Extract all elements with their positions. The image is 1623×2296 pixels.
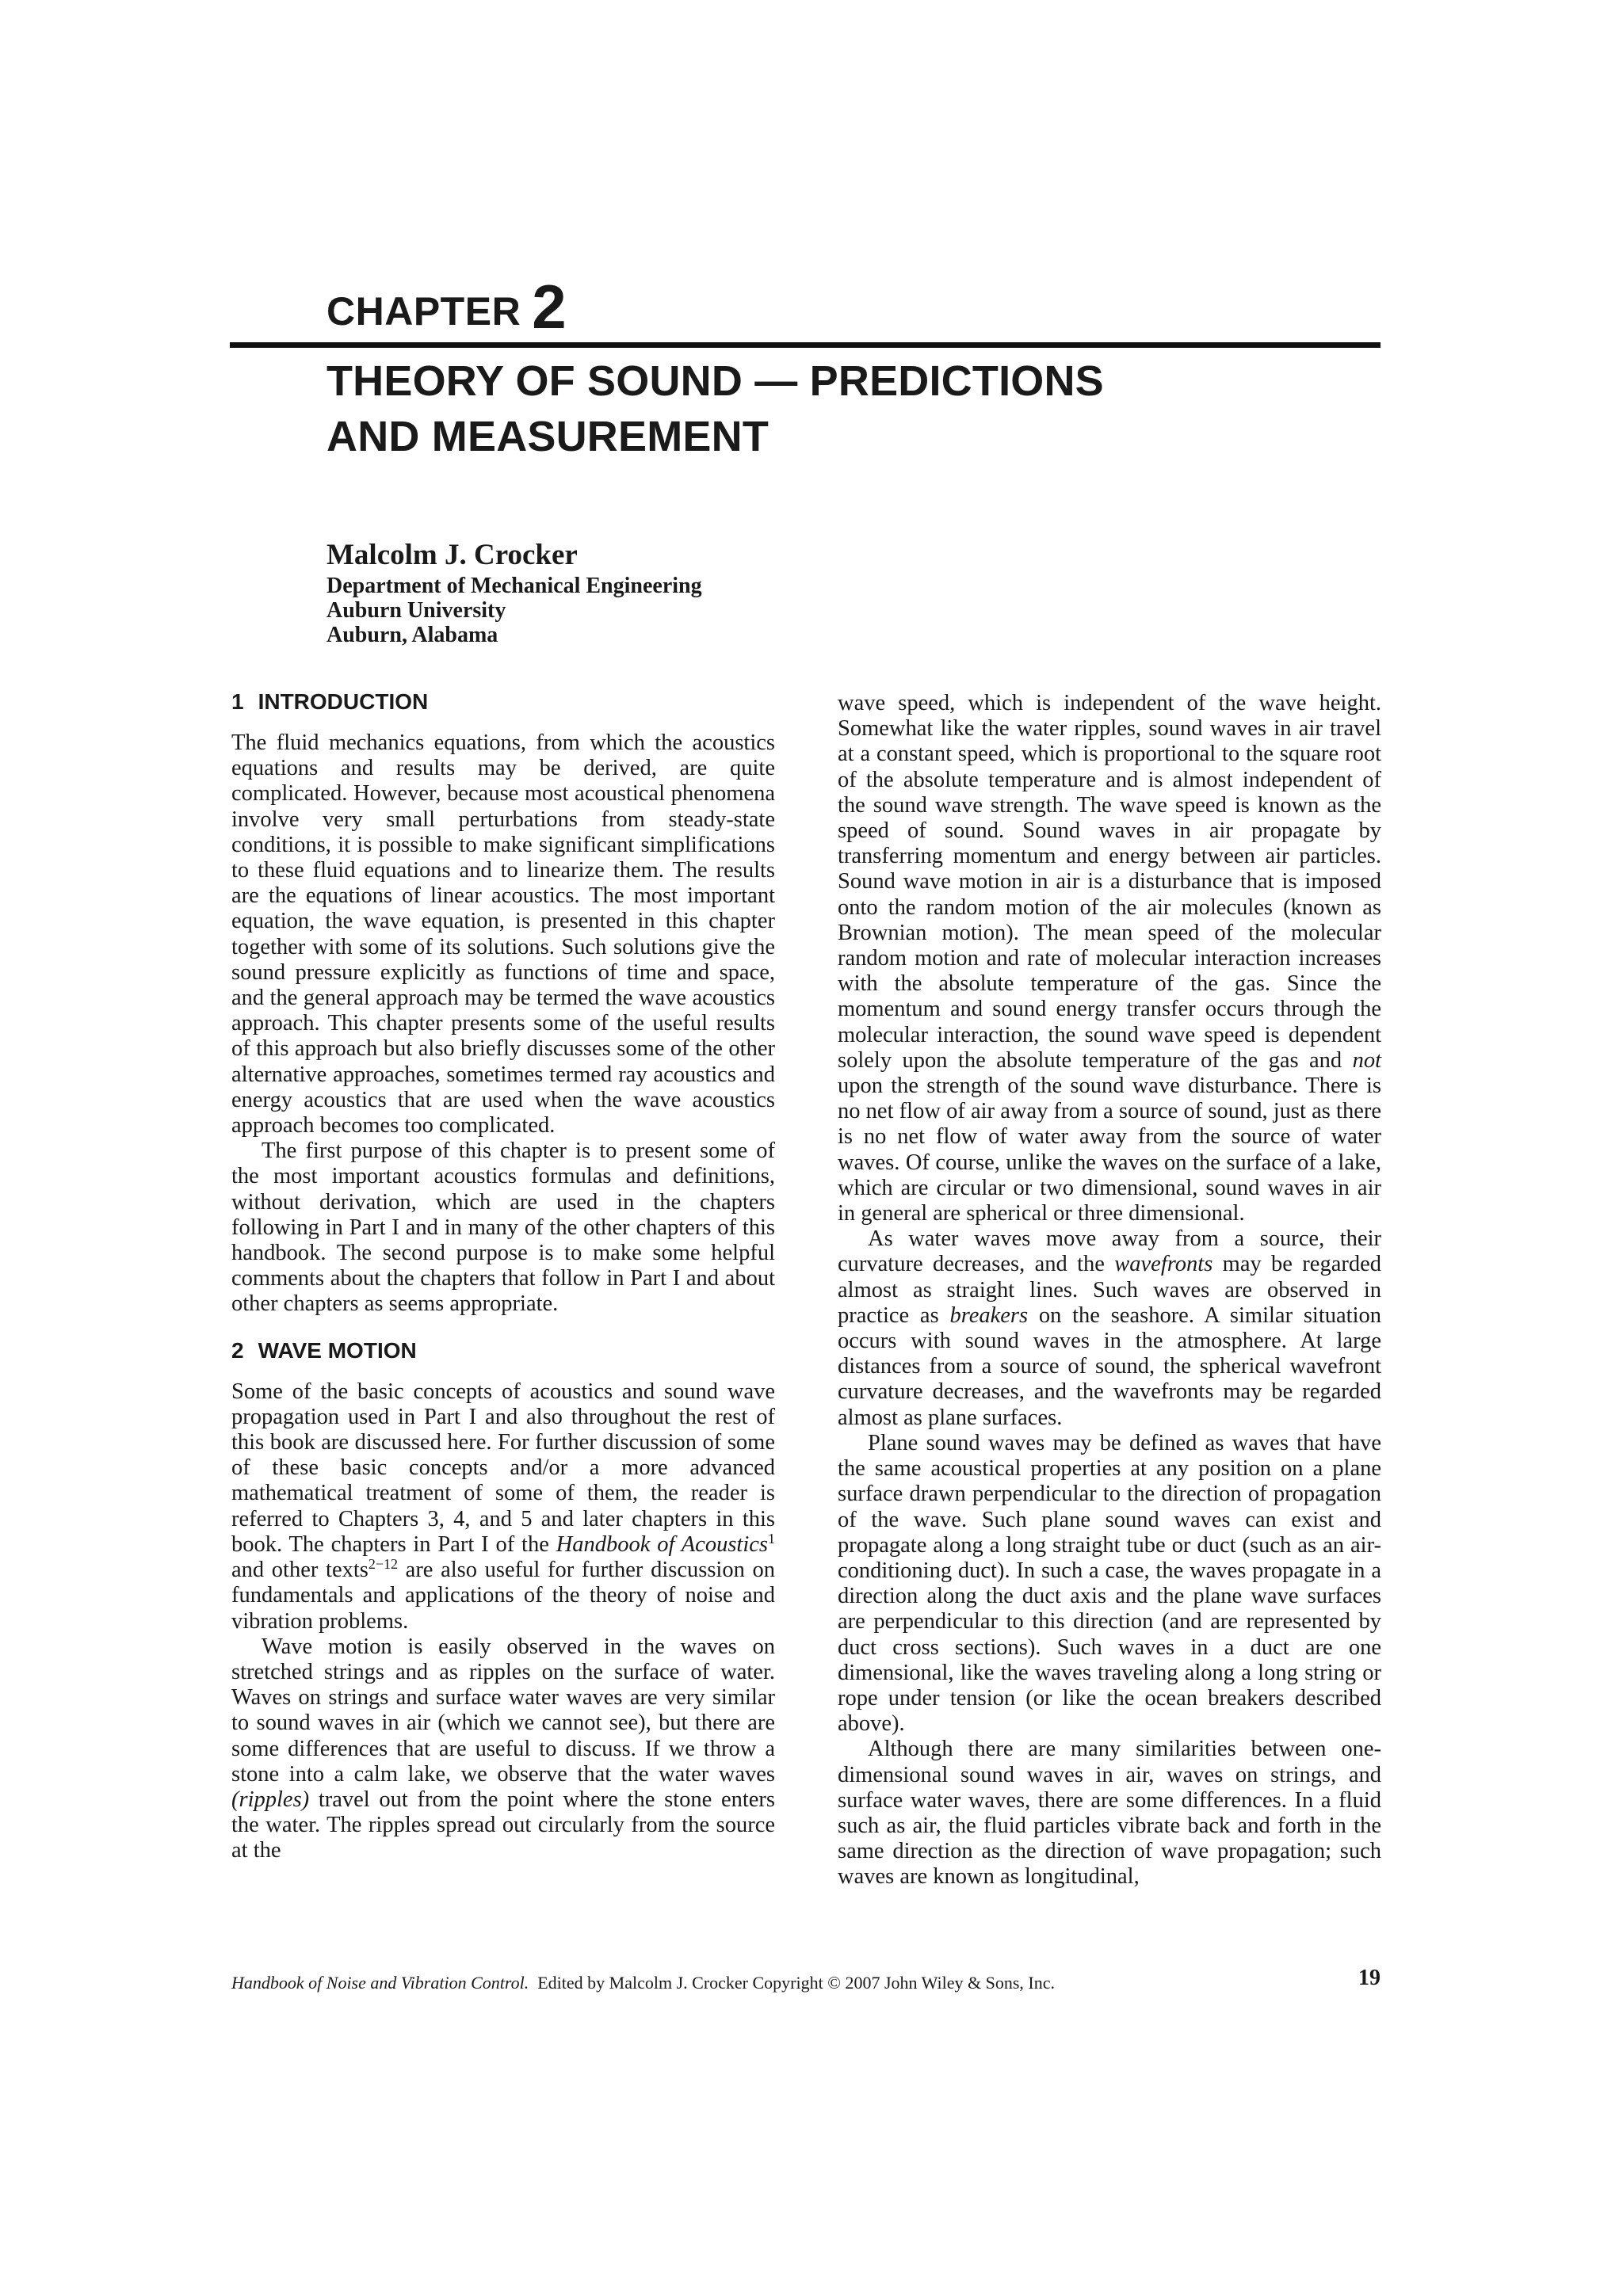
chapter-title bbox=[327, 353, 1357, 464]
italic-term: breakers bbox=[949, 1302, 1029, 1328]
footer-journal: Handbook of Noise and Vibration Control. bbox=[231, 1973, 529, 1993]
author-affiliation-department: Department of Mechanical Engineering bbox=[327, 574, 702, 598]
left-column bbox=[231, 689, 775, 1864]
author-affiliation-university: Auburn University bbox=[327, 598, 506, 623]
italic-term: not bbox=[1352, 1047, 1381, 1073]
footer-credit: Edited by Malcolm J. Crocker Copyright © 2007 John Wiley & Sons, Inc. bbox=[537, 1973, 1055, 1993]
intro-paragraph-1: The fluid mechanics equations, from which the acoustics equations and results may be derived, are quite complicated. However, because most acoustical phenomena involve very small perturbations from steady-state conditions, it is possible to make significant simplifications to these fluid equations and to linearize them. The results are the equations of linear acoustics. The most important equation, the wave equation, is presented in this chapter together with some of its solutions. Such solutions give the sound pressure explicitly as functions of time and space, and the general approach may be termed the wave acoustics approach. This chapter presents some of the useful results of this approach but also briefly discusses some of the other alternative approaches, sometimes termed ray acoustics and energy acoustics that are used when the wave acoustics approach becomes too complicated. bbox=[231, 730, 775, 1138]
text-run: on the seashore. A similar situation occurs with sound waves in the atmosphere. At large distances from a source of sound, the spherical wavefront curvature decreases, and the wavefronts may be regarded almost as plane surfaces. bbox=[838, 1302, 1381, 1430]
right-paragraph-2 bbox=[838, 1226, 1381, 1431]
text-run: Some of the basic concepts of acoustics and sound wave propagation used in Part I and also throughout the rest of this book are discussed here. For further discussion of some of these basic concepts and/or a more advanced mathematical treatment of some of them, the reader is referred to Chapters 3, 4, and 5 and later chapters in this book. The chapters in Part I of the bbox=[231, 1379, 775, 1557]
right-paragraph-4: Although there are many similarities between one-dimensional sound waves in air, waves on strings, and surface water waves, there are some differences. In a fluid such as air, the fluid particles vibrate back and forth in the same direction as the direction of wave propagation; such waves are known as longitudinal, bbox=[838, 1737, 1381, 1890]
right-paragraph-1 bbox=[838, 691, 1381, 1226]
book-title: Handbook of Acoustics bbox=[556, 1531, 768, 1557]
wave-paragraph-1 bbox=[231, 1379, 775, 1634]
author-affiliation-location: Auburn, Alabama bbox=[327, 623, 498, 647]
chapter-label-text: CHAPTER bbox=[327, 289, 521, 334]
text-run: As water waves move away from a source, their curvature decreases, and the bbox=[838, 1226, 1381, 1277]
section-title: WAVE MOTION bbox=[258, 1337, 417, 1363]
section-title: INTRODUCTION bbox=[258, 689, 429, 714]
text-run: travel out from the point where the stone enters the water. The ripples spread out circularly from the source at the bbox=[231, 1787, 775, 1863]
author-name: Malcolm J. Crocker bbox=[327, 539, 578, 571]
chapter-label bbox=[327, 272, 567, 341]
reference-superscript: 2−12 bbox=[368, 1556, 399, 1573]
text-run: and other texts bbox=[231, 1558, 369, 1583]
page-number: 19 bbox=[1358, 1966, 1381, 1990]
text-run: are also useful for further discussion on fundamentals and applications of the theory of noise and vibration problems. bbox=[231, 1558, 775, 1634]
page-footer bbox=[231, 1966, 1381, 1993]
section-number: 1 bbox=[231, 689, 244, 714]
reference-superscript: 1 bbox=[768, 1530, 775, 1547]
section-heading-wave-motion bbox=[231, 1338, 775, 1363]
wave-paragraph-2 bbox=[231, 1634, 775, 1864]
chapter-rule bbox=[230, 342, 1381, 348]
text-run: Wave motion is easily observed in the waves on stretched strings and as ripples on the surface of water. Waves on strings and surface water waves are very similar to sound waves in air (which we cannot see), but there are some differences that are useful to discuss. If we throw a stone into a calm lake, we observe that the water waves bbox=[231, 1634, 775, 1787]
section-number: 2 bbox=[231, 1337, 244, 1363]
chapter-title-line1: THEORY OF SOUND — PREDICTIONS bbox=[327, 357, 1104, 405]
right-column bbox=[838, 691, 1381, 1890]
author-block bbox=[327, 537, 702, 647]
intro-paragraph-2: The first purpose of this chapter is to present some of the most important acoustics formulas and definitions, without derivation, which are used in the chapters following in Part I and in many of the other chapters of this handbook. The second purpose is to make some helpful comments about the chapters that follow in Part I and about other chapters as seems appropriate. bbox=[231, 1138, 775, 1317]
chapter-title-line2: AND MEASUREMENT bbox=[327, 413, 769, 460]
text-run: upon the strength of the sound wave disturbance. There is no net flow of air away from a source of sound, just as there is no net flow of water away from the source of water waves. Of course, unlike the waves on the surface of a lake, which are circular or two dimensional, sound waves in air in general are spherical or three dimensional. bbox=[838, 1074, 1381, 1226]
italic-term: wavefronts bbox=[1114, 1252, 1213, 1277]
right-paragraph-3: Plane sound waves may be defined as waves that have the same acoustical properties at any position on a plane surface drawn perpendicular to the direction of propagation of the wave. Such plane sound waves can exist and propagate along a long straight tube or duct (such as an air-conditioning duct). In such a case, the waves propagate in a direction along the duct axis and the plane wave surfaces are perpendicular to this direction (and are represented by duct cross sections). Such waves in a duct are one dimensional, like the waves traveling along a long string or rope under tension (or like the ocean breakers described above). bbox=[838, 1430, 1381, 1737]
italic-term: (ripples) bbox=[231, 1787, 310, 1812]
chapter-number: 2 bbox=[532, 272, 567, 341]
text-run: wave speed, which is independent of the wave height. Somewhat like the water ripples, sound waves in air travel at a constant speed, which is proportional to the square root of the absolute temperature and is almost independent of the sound wave strength. The wave speed is known as the speed of sound. Sound waves in air propagate by transferring momentum and energy between air particles. Sound wave motion in air is a disturbance that is imposed onto the random motion of the air molecules (known as Brownian motion). The mean speed of the molecular random motion and rate of molecular interaction increases with the absolute temperature of the gas. Since the momentum and sound energy transfer occurs through the molecular interaction, the sound wave speed is dependent solely upon the absolute temperature of the gas and bbox=[838, 691, 1381, 1073]
section-heading-introduction bbox=[231, 689, 775, 715]
text-run: may be regarded almost as straight lines. Such waves are observed in practice as bbox=[838, 1252, 1381, 1328]
